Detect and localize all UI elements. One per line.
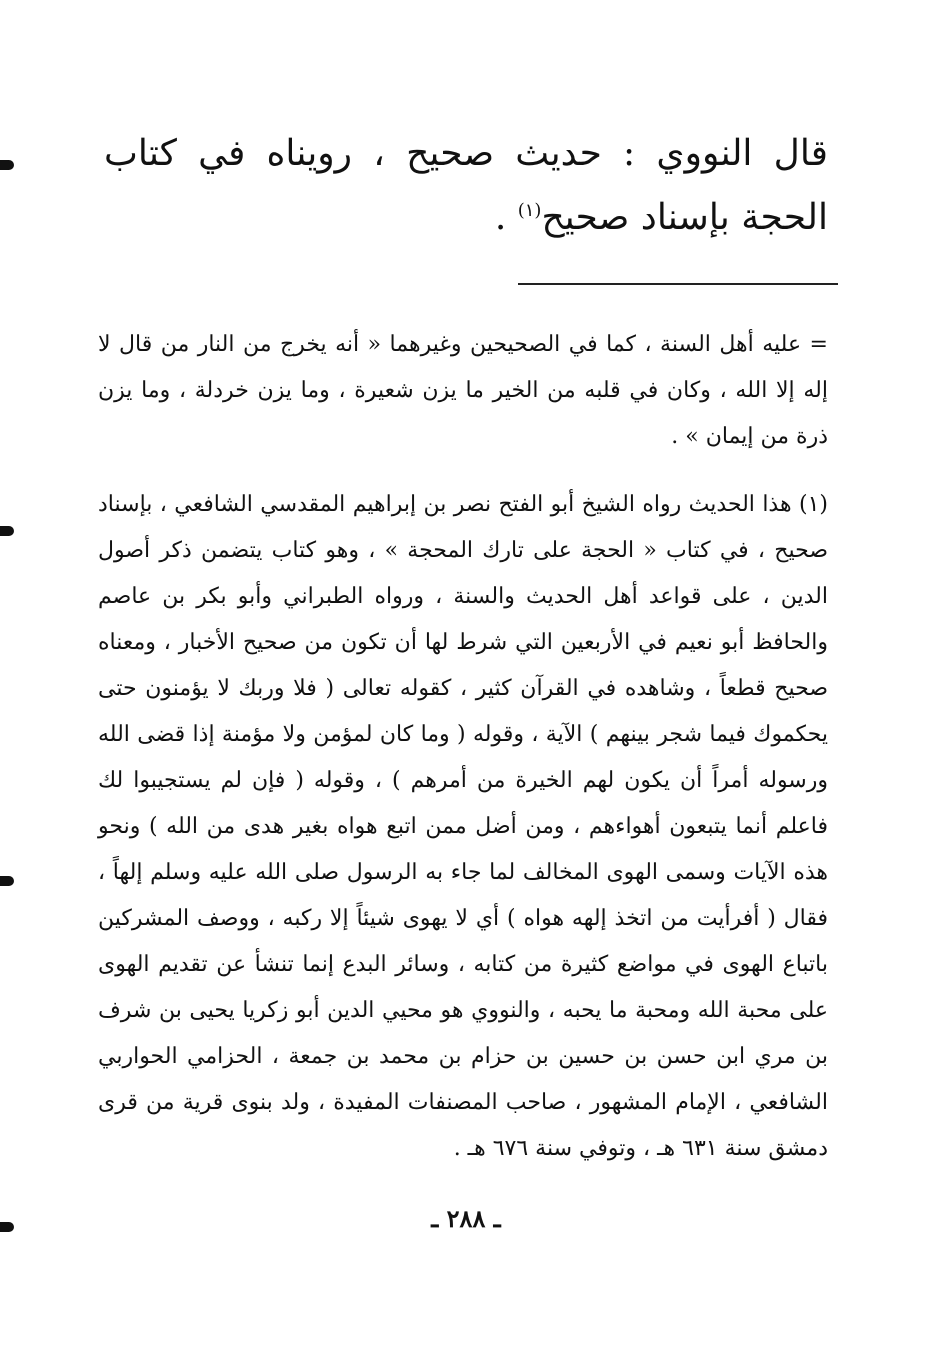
- main-paragraph-text: قال النووي : حديث صحيح ، رويناه في كتاب الحجة بإسناد صحيح: [104, 133, 828, 238]
- scan-edge-mark: [0, 526, 14, 536]
- page-number: ـ ٢٨٨ ـ: [431, 1204, 501, 1233]
- footnote-continuation-text: = عليه أهل السنة ، كما في الصحيحين وغيرهما « أنه يخرج من النار من قال لا إله إلا الله ، وكان في قلبه من الخير ما يزن شعيرة ، وما يزن خردلة ، وما يزن ذرة من إيمان » .: [98, 332, 828, 449]
- scan-edge-mark: [0, 876, 14, 886]
- footnote-reference: (١): [517, 200, 542, 221]
- scan-edge-mark: [0, 1222, 14, 1232]
- main-paragraph-end: .: [494, 197, 518, 238]
- scan-edge-mark: [0, 160, 14, 170]
- footnote-1: [98, 482, 828, 1172]
- main-paragraph: [104, 122, 828, 250]
- footnote-separator: [518, 283, 838, 285]
- footnote-continuation: [98, 322, 828, 460]
- footnote-1-text: (١) هذا الحديث رواه الشيخ أبو الفتح نصر بن إبراهيم المقدسي الشافعي ، بإسناد صحيح ، في كتاب « الحجة على تارك المحجة » ، وهو كتاب يتضمن ذكر أصول الدين ، على قواعد أهل الحديث والسنة ، ورواه الطبراني وأبو بكر بن عاصم والحافظ أبو نعيم في الأربعين التي شرط لها أن تكون من صحيح الأخبار ، ومعناه صحيح قطعاً ، وشاهده في القرآن كثير ، كقوله تعالى ( فلا وربك لا يؤمنون حتى يحكموك فيما شجر بينهم ) الآية ، وقوله ( وما كان لمؤمن ولا مؤمنة إذا قضى الله ورسوله أمراً أن يكون لهم الخيرة من أمرهم ) ، وقوله ( فإن لم يستجيبوا لك فاعلم أنما يتبعون أهواءهم ، ومن أضل ممن اتبع هواه بغير هدى من الله ) ونحو هذه الآيات وسمى الهوى المخالف لما جاء به الرسول صلى الله عليه وسلم إلهاً ، فقال ( أفرأيت من اتخذ إلهه هواه ) أي لا يهوى شيئاً إلا ركبه ، ووصف المشركين باتباع الهوى في مواضع كثيرة من كتابه ، وسائر البدع إنما تنشأ عن تقديم الهوى على محبة الله ومحبة ما يحبه ، والنووي هو محيي الدين أبو زكريا يحيى بن شرف بن مري ابن حسن بن حسين بن حزام بن محمد بن جمعة ، الحزامي الحواربي الشافعي ، الإمام المشهور ، صاحب المصنفات المفيدة ، ولد بنوى قرية من قرى دمشق سنة ٦٣١ هـ ، وتوفي سنة ٦٧٦ هـ .: [98, 492, 828, 1161]
- main-text: [104, 122, 828, 250]
